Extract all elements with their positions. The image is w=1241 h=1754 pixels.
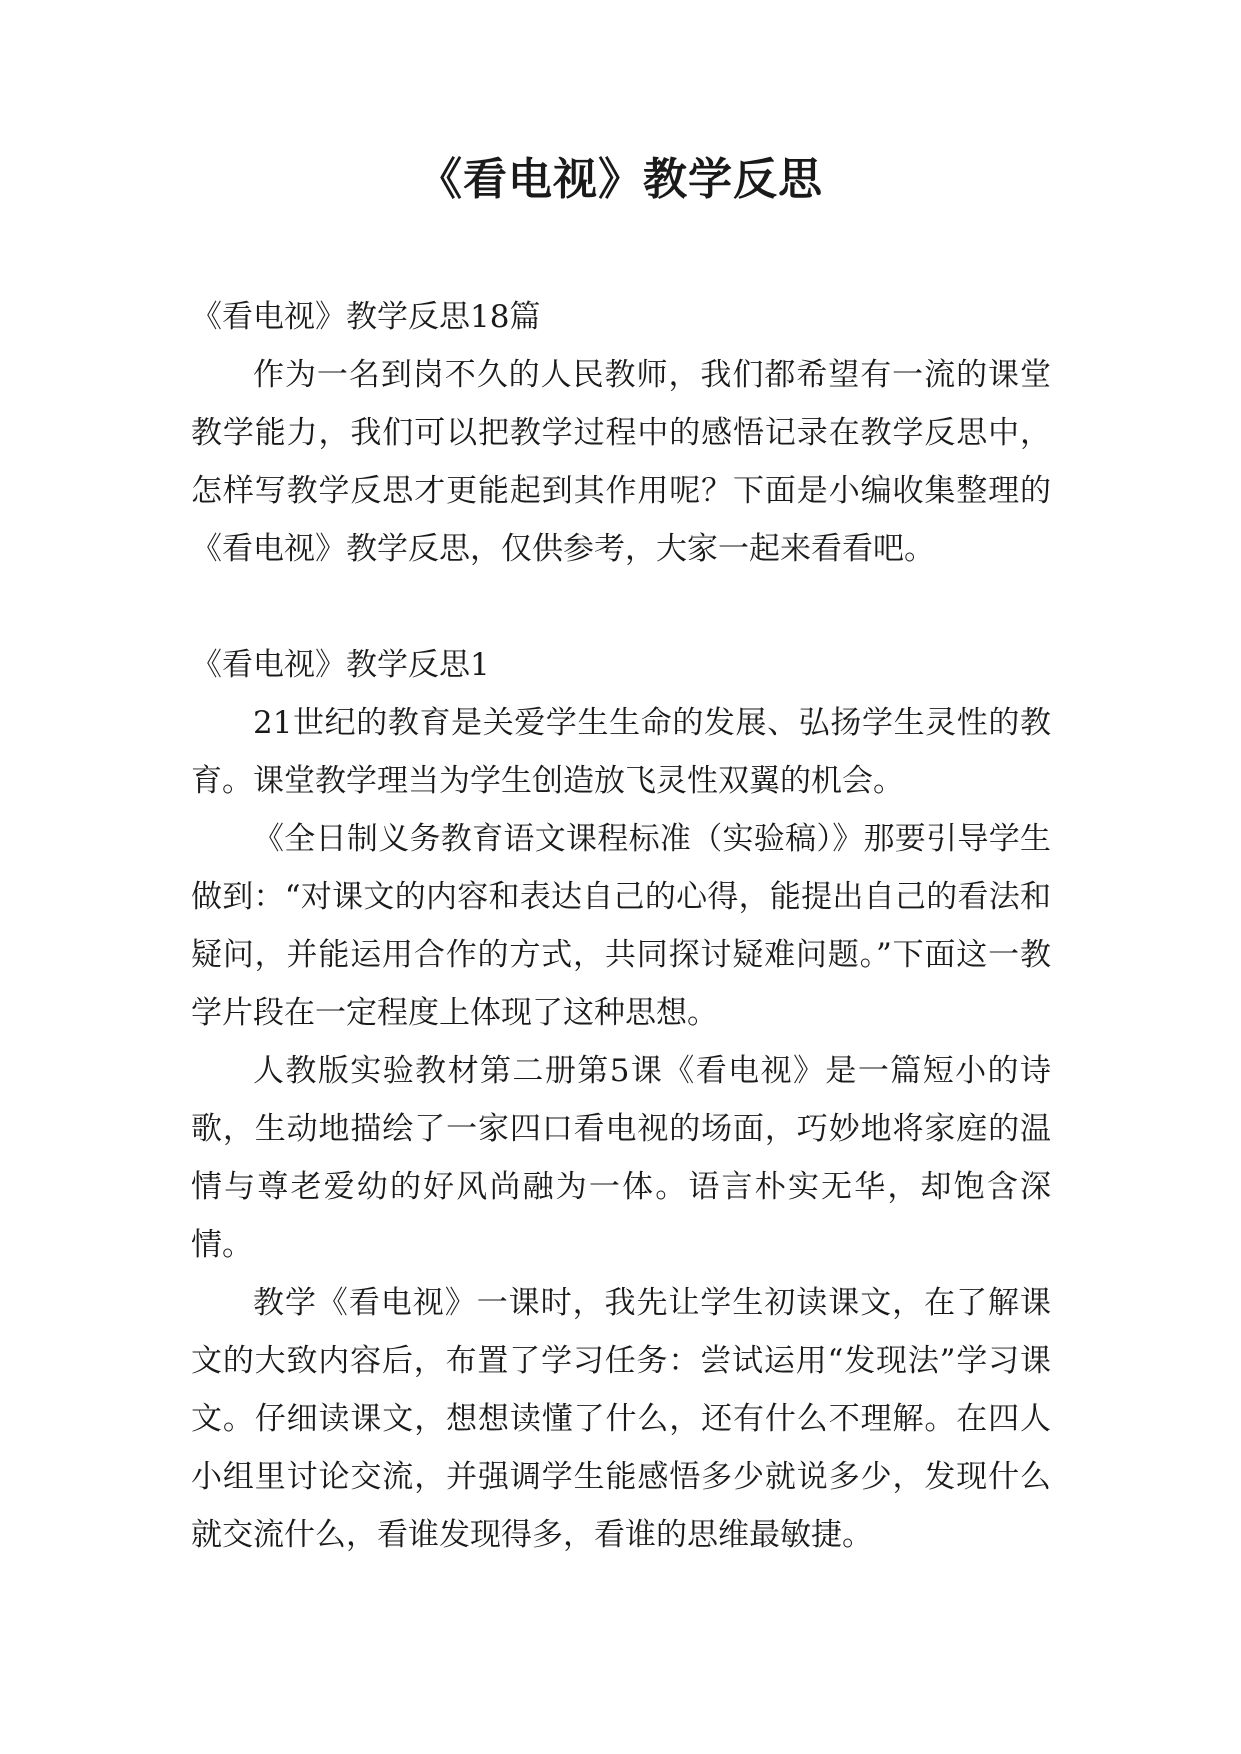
intro-paragraph: 作为一名到岗不久的人民教师，我们都希望有一流的课堂教学能力，我们可以把教学过程中的感悟记录在教学反思中，怎样写教学反思才更能起到其作用呢？下面是小编收集整理的《看电视》教学反思，仅供参考，大家一起来看看吧。 bbox=[191, 357, 1051, 567]
body-paragraph-3: 人教版实验教材第二册第5课《看电视》是一篇短小的诗歌，生动地描绘了一家四口看电视的场面，巧妙地将家庭的温情与尊老爱幼的好风尚融为一体。语言朴实无华，却饱含深情。 bbox=[191, 1053, 1051, 1263]
body-paragraph-2: 《全日制义务教育语文课程标准（实验稿）》那要引导学生做到：“对课文的内容和表达自己的心得，能提出自己的看法和疑问，并能运用合作的方式，共同探讨疑难问题。”下面这一教学片段在一定程度上体现了这种思想。 bbox=[191, 821, 1051, 1031]
document-body bbox=[191, 288, 1051, 1564]
document-subtitle: 《看电视》教学反思18篇 bbox=[191, 299, 541, 335]
section-heading: 《看电视》教学反思1 bbox=[191, 647, 490, 683]
section-spacer bbox=[191, 578, 1051, 636]
body-paragraph-1: 21世纪的教育是关爱学生生命的发展、弘扬学生灵性的教育。课堂教学理当为学生创造放飞灵性双翼的机会。 bbox=[191, 705, 1051, 799]
body-paragraph-4: 教学《看电视》一课时，我先让学生初读课文，在了解课文的大致内容后，布置了学习任务：尝试运用“发现法”学习课文。仔细读课文，想想读懂了什么，还有什么不理解。在四人小组里讨论交流，并强调学生能感悟多少就说多少，发现什么就交流什么，看谁发现得多，看谁的思维最敏捷。 bbox=[191, 1285, 1051, 1553]
document-title: 《看电视》教学反思 bbox=[418, 154, 823, 205]
